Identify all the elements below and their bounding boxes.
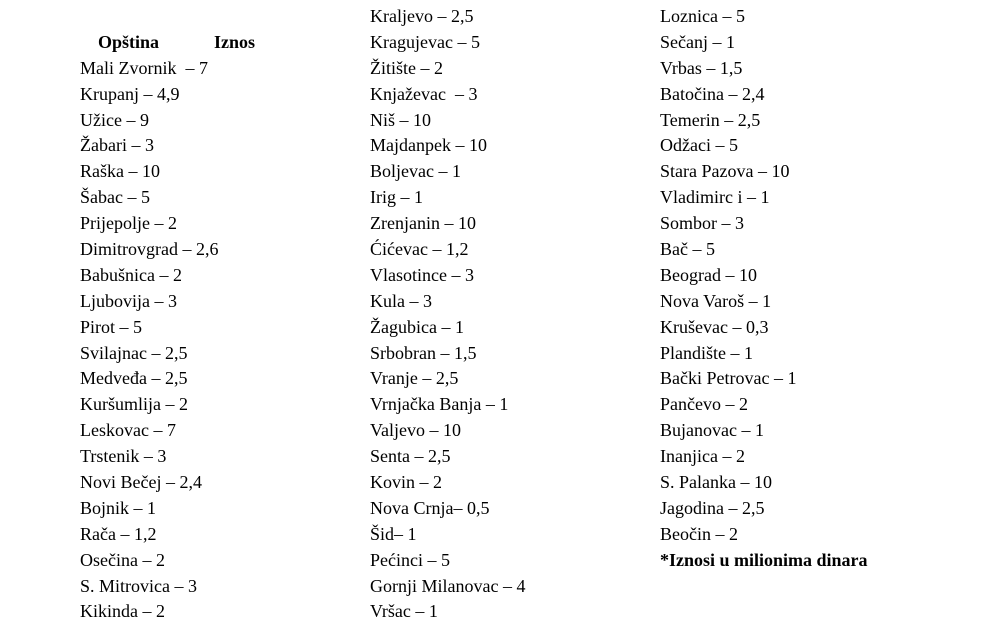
list-item: Zrenjanin – 10 [370,213,476,234]
list-item: Vršac – 1 [370,601,438,622]
list-item: Mali Zvornik – 7 [80,57,208,78]
list-item: Ćićevac – 1,2 [370,239,469,260]
list-item: Kikinda – 2 [80,601,165,622]
municipality-column-3 [660,4,868,574]
list-item: Vladimirc i – 1 [660,187,770,208]
list-item: Ljubovija – 3 [80,290,177,311]
list-item: Majdanpek – 10 [370,135,487,156]
list-item: Kragujevac – 5 [370,31,480,52]
list-item: Beočin – 2 [660,523,738,544]
list-item: Pirot – 5 [80,316,143,337]
list-item: Žitište – 2 [370,57,443,78]
list-item: Bač – 5 [660,239,715,260]
list-item: Vrbas – 1,5 [660,57,743,78]
list-item: Kraljevo – 2,5 [370,6,474,26]
list-item: Babušnica – 2 [80,264,182,285]
list-item: Vranje – 2,5 [370,368,459,389]
municipality-header: Opština [98,31,160,52]
list-item: Sombor – 3 [660,213,745,234]
list-item: Beograd – 10 [660,264,757,285]
list-item: Nova Varoš – 1 [660,290,772,311]
list-item: Boljevac – 1 [370,161,461,182]
list-item: S. Palanka – 10 [660,472,772,493]
list-item: Temerin – 2,5 [660,109,761,130]
list-item: Kula – 3 [370,290,432,311]
list-item: Kuršumlija – 2 [80,394,188,415]
list-item: Plandište – 1 [660,342,753,363]
list-item: Vrnjačka Banja – 1 [370,394,509,415]
municipality-column-2 [370,4,525,625]
list-item: Stara Pazova – 10 [660,161,790,182]
list-item: Osečina – 2 [80,549,165,570]
list-item: Pančevo – 2 [660,394,748,415]
list-item: Žagubica – 1 [370,316,464,337]
list-item: Trstenik – 3 [80,446,167,467]
list-item: Inanjica – 2 [660,446,745,467]
list-item: Sečanj – 1 [660,31,735,52]
list-item: Gornji Milanovac – 4 [370,575,526,596]
list-item: Niš – 10 [370,109,432,130]
list-item: Rača – 1,2 [80,523,157,544]
municipality-column-1 [80,4,255,625]
list-item: Medveđa – 2,5 [80,368,188,389]
list-item: Kruševac – 0,3 [660,316,769,337]
list-item: Bojnik – 1 [80,497,157,518]
list-item: Loznica – 5 [660,6,745,26]
list-item: Kovin – 2 [370,472,442,493]
list-item: Nova Crnja– 0,5 [370,497,490,518]
amount-header: Iznos [214,31,256,52]
list-item: Bujanovac – 1 [660,420,764,441]
list-item: Vlasotince – 3 [370,264,474,285]
list-item: Batočina – 2,4 [660,83,765,104]
list-item: Srbobran – 1,5 [370,342,477,363]
list-item: Prijepolje – 2 [80,213,177,234]
list-item: Žabari – 3 [80,135,154,156]
column-header [80,4,256,52]
list-item: Dimitrovgrad – 2,6 [80,239,219,260]
list-item: Novi Bečej – 2,4 [80,472,202,493]
list-item: Leskovac – 7 [80,420,176,441]
list-item: Šabac – 5 [80,187,150,208]
footnote: *Iznosi u milionima dinara [660,549,868,570]
list-item: Užice – 9 [80,109,149,130]
list-item: Šid– 1 [370,523,417,544]
list-item: Svilajnac – 2,5 [80,342,188,363]
list-item: Raška – 10 [80,161,160,182]
list-item: Valjevo – 10 [370,420,461,441]
list-item: Jagodina – 2,5 [660,497,765,518]
list-item: S. Mitrovica – 3 [80,575,197,596]
list-item: Knjaževac – 3 [370,83,478,104]
list-item: Odžaci – 5 [660,135,738,156]
list-item: Senta – 2,5 [370,446,451,467]
list-item: Pećinci – 5 [370,549,450,570]
list-item: Bački Petrovac – 1 [660,368,797,389]
list-item: Krupanj – 4,9 [80,83,180,104]
list-item: Irig – 1 [370,187,423,208]
